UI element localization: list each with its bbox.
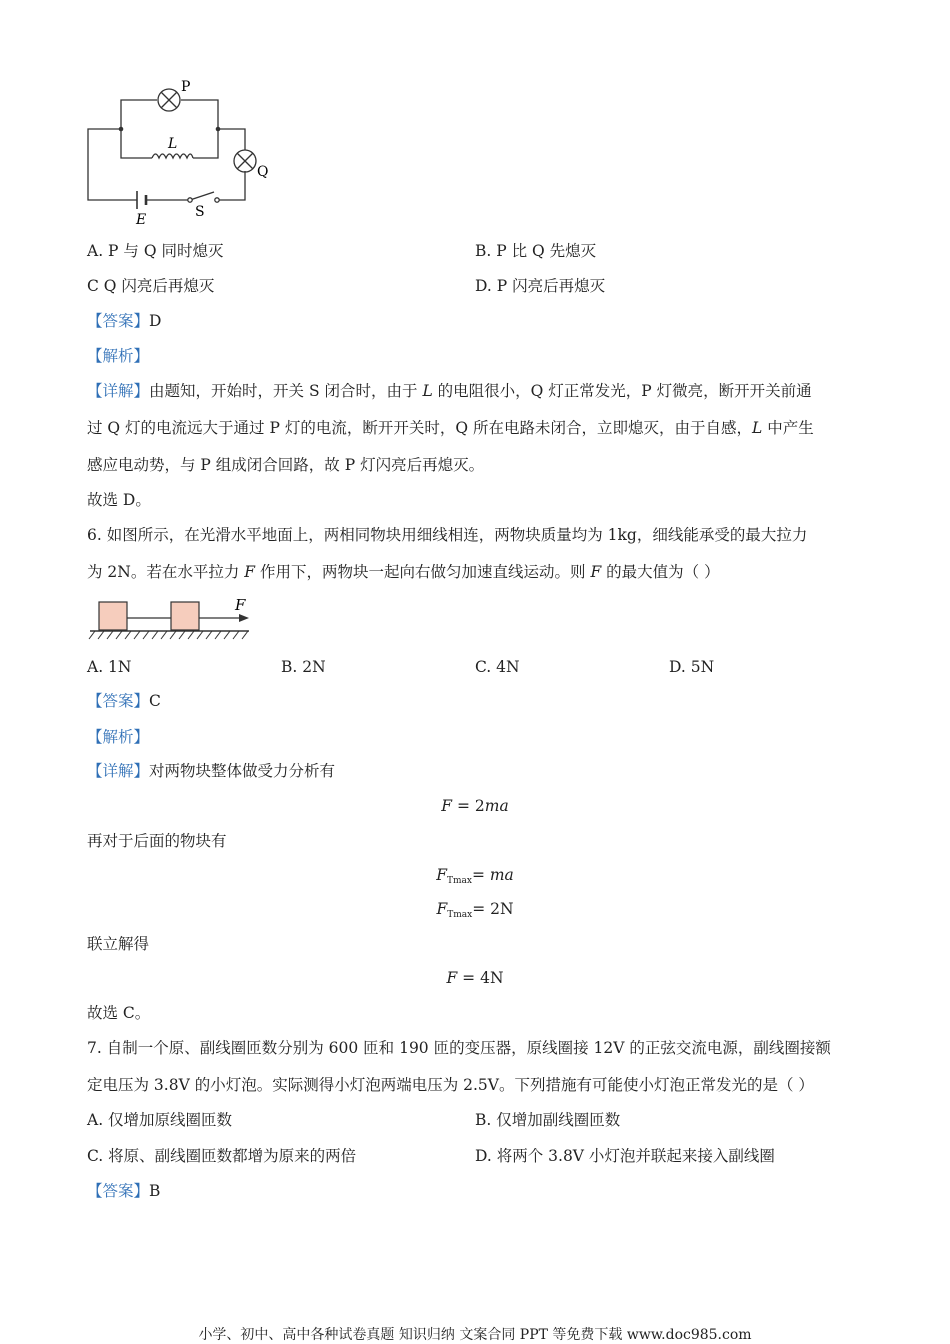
q7-option-d: D. 将两个 3.8V 小灯泡并联起来接入副线圈 (475, 1147, 775, 1165)
lamp-q-label: Q (257, 164, 269, 180)
q6-text-2: 再对于后面的物块有 (87, 832, 227, 850)
q7-option-a: A. 仅增加原线圈匝数 (87, 1111, 233, 1129)
q6-stem-line-2: 为 2N。若在水平拉力 F 作用下，两物块一起向右做匀加速直线运动。则 F 的最大值为（ ） (87, 563, 720, 581)
q7-option-b: B. 仅增加副线圈匝数 (475, 1111, 621, 1129)
q5-answer: 【答案】D (87, 312, 162, 330)
inductor-label: L (168, 136, 178, 152)
q6-option-c: C. 4N (475, 658, 520, 676)
battery-label: E (136, 212, 147, 228)
q6-conclusion: 故选 C。 (87, 1004, 151, 1022)
q5-conclusion: 故选 D。 (87, 491, 151, 509)
switch-label: S (195, 204, 205, 220)
page-footer: 小学、初中、高中各种试卷真题 知识归纳 文案合同 PPT 等免费下载 www.doc985.com (198, 1327, 752, 1343)
q5-option-b: B. P 比 Q 先熄灭 (475, 242, 597, 260)
q7-stem-line-1: 7. 自制一个原、副线圈匝数分别为 600 匝和 190 匝的变压器，原线圈接 12V 的正弦交流电源，副线圈接额 (87, 1039, 831, 1057)
q6-option-b: B. 2N (281, 658, 326, 676)
circuit-diagram (80, 78, 280, 228)
q5-detail-line-2: 过 Q 灯的电流远大于通过 P 灯的电流，断开开关时，Q 所在电路未闭合，立即熄灭，由于自感，L 中产生 (87, 419, 814, 437)
q6-detail-line-1: 【详解】对两物块整体做受力分析有 (87, 762, 336, 780)
q6-option-a: A. 1N (87, 658, 132, 676)
blocks-diagram (87, 594, 257, 642)
q6-equation-4: F = 4N (446, 969, 504, 987)
q6-equation-2: $F_{Tmax}=$ ma (436, 866, 514, 886)
q5-detail-line-3: 感应电动势，与 P 组成闭合回路，故 P 灯闪亮后再熄灭。 (87, 456, 485, 474)
q5-option-d: D. P 闪亮后再熄灭 (475, 277, 606, 295)
q7-answer: 【答案】B (87, 1182, 161, 1200)
q6-option-d: D. 5N (669, 658, 715, 676)
force-label: F (235, 596, 246, 614)
q6-stem-line-1: 6. 如图所示，在光滑水平地面上，两相同物块用细线相连，两物块质量均为 1kg，细线能承受的最大拉力 (87, 526, 808, 544)
q6-text-3: 联立解得 (87, 935, 150, 953)
lamp-p-label: P (181, 79, 191, 95)
q6-equation-3: $F_{Tmax}= 2N$ (436, 900, 514, 920)
q7-stem-line-2: 定电压为 3.8V 的小灯泡。实际测得小灯泡两端电压为 2.5V。下列措施有可能使小灯泡正常发光的是（ ） (87, 1076, 814, 1094)
q5-detail-line-1: 【详解】由题知，开始时，开关 S 闭合时，由于 L 的电阻很小，Q 灯正常发光，P 灯微亮，断开开关前通 (87, 382, 812, 400)
q5-option-a: A. P 与 Q 同时熄灭 (87, 242, 224, 260)
q7-option-c: C. 将原、副线圈匝数都增为原来的两倍 (87, 1147, 357, 1165)
q6-equation-1: F = 2ma (441, 797, 509, 815)
q6-analysis-tag: 【解析】 (87, 728, 150, 746)
q5-analysis-tag: 【解析】 (87, 347, 150, 365)
q6-answer: 【答案】C (87, 692, 161, 710)
q5-option-c: C Q 闪亮后再熄灭 (87, 277, 215, 295)
